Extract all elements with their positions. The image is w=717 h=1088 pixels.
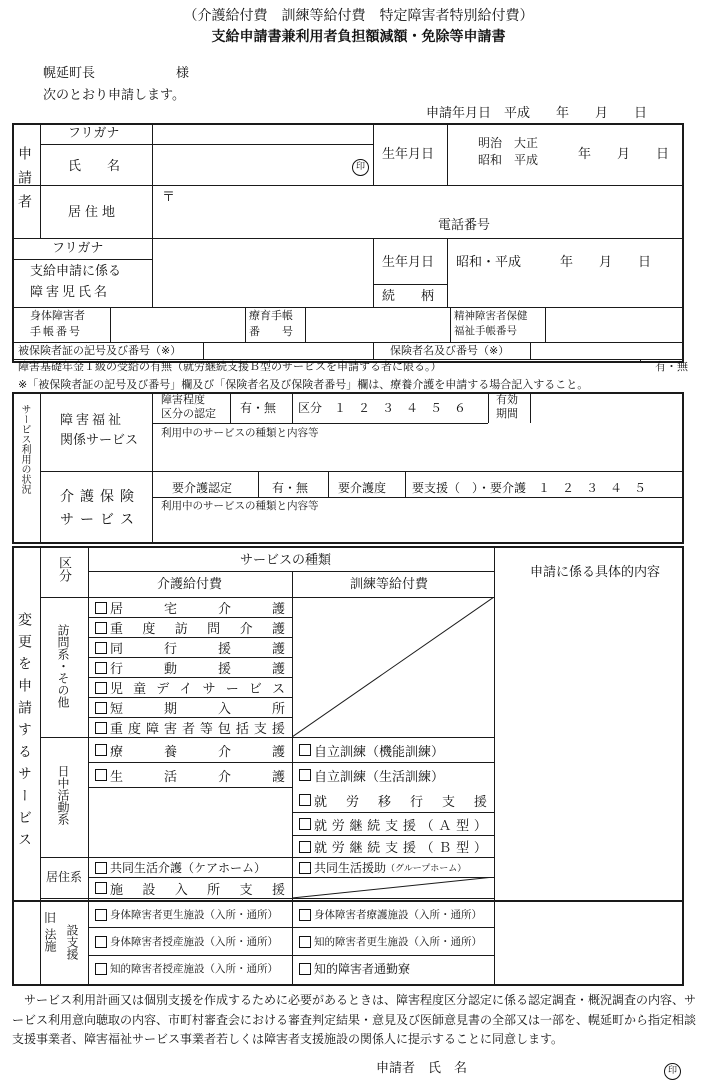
checkbox[interactable] (95, 769, 107, 781)
service-option[interactable] (95, 638, 285, 657)
welfare-usage-note: 利用中のサービスの種類と内容等 (161, 427, 319, 439)
child-furigana-label: フリガナ (52, 241, 104, 256)
mental-handbook-label-1: 精神障害者保健 (454, 310, 528, 322)
kaigo-header: 介護給付費 (157, 577, 223, 592)
phone-label: 電話番号 (438, 218, 491, 233)
valid-period-label-2: 期間 (496, 407, 518, 420)
disability-level-yesno: 有・無 (240, 401, 277, 415)
form-title: 支給申請書兼利用者負担額減額・免除等申請書 (211, 29, 506, 45)
checkbox[interactable] (95, 642, 107, 654)
child-name-label-2: 障害児氏名 (30, 285, 111, 300)
service-option-label: 就 労 継 続 支 援 （ Ｂ 型 ） (314, 841, 487, 856)
service-option-label: 自立訓練（機能訓練） (314, 744, 445, 760)
applicant-furigana-label: フリガナ (68, 126, 120, 141)
category-day: 日中活動系 (56, 765, 70, 825)
checkbox[interactable] (299, 818, 311, 830)
physical-handbook-label-1: 身体障害者 (30, 309, 85, 322)
service-option-label: 施 設 入 所 支 援 (110, 882, 285, 898)
care-level-label: 要介護度 (338, 481, 387, 495)
checkbox[interactable] (95, 963, 107, 975)
change-section-label: 変更を申請するサービス (16, 612, 32, 854)
era-line-2: 昭和 平成 (478, 153, 539, 167)
service-option[interactable] (299, 813, 487, 835)
service-option[interactable] (95, 902, 290, 927)
checkbox[interactable] (299, 744, 311, 756)
signer-label: 申請者 氏 名 (376, 1061, 468, 1076)
service-option[interactable] (299, 788, 487, 812)
blank-cell-diagonal (292, 597, 494, 737)
category-old-1: 旧 (44, 911, 57, 925)
category-visit: 訪問系・その他 (56, 624, 70, 708)
applicant-section-label: 申請者 (16, 146, 32, 218)
kubun-header: 区分 (56, 556, 71, 582)
service-option[interactable] (299, 836, 487, 857)
service-option[interactable] (95, 956, 290, 981)
blank-cell-diagonal-small (292, 877, 494, 898)
application-date: 申請年月日 平成 年 月 日 (426, 106, 648, 121)
service-option-label: 身体障害者授産施設（入所・通所） (110, 936, 278, 948)
service-option-label: 就 労 継 続 支 援 （ Ａ 型 ） (314, 818, 487, 834)
era-line-1: 明治 大正 (478, 136, 539, 150)
service-option[interactable] (95, 598, 285, 617)
addressee: 幌延町長 (43, 66, 96, 81)
checkbox[interactable] (299, 936, 311, 948)
consent-text: サービス利用計画又は個別支援を作成するために必要があるときは、障害程度区分認定に係る認定調査・概況調査の内容、サービス利用意向聴取の内容、市町村審査会における審査判定結果・意見及び医師意見書の全部又は一部を、幌延町から指定相談支援事業者、障害福祉サービス事業者若しくは障害者支援施設の関係人に提示することに同意します。 (12, 993, 697, 1046)
service-option-label: 療 養 介 護 (110, 744, 285, 760)
detail-header: 申請に係る具体的内容 (530, 565, 661, 580)
service-option-sublabel: （グループホーム） (386, 864, 467, 874)
checkbox[interactable] (299, 909, 311, 921)
service-option[interactable] (95, 929, 290, 954)
child-birth-label: 生年月日 (382, 255, 435, 270)
checkbox[interactable] (95, 936, 107, 948)
category-old-2: 設支援 (65, 924, 79, 960)
service-option-label: 知的障害者通勤寮 (314, 962, 411, 976)
service-option-label: 居 宅 介 護 (110, 602, 285, 617)
service-option[interactable] (95, 878, 285, 898)
insurer-label: 保険者名及び番号（※） (390, 344, 510, 357)
service-option[interactable] (95, 738, 285, 762)
service-option-label: 身体障害者療護施設（入所・通所） (314, 909, 482, 921)
care-insurance-label-1: 介護保険 (60, 489, 140, 505)
care-insurance-label-2: サービス (60, 512, 140, 528)
care-cert-yesno: 有・無 (272, 481, 309, 495)
checkbox[interactable] (95, 682, 107, 694)
service-option-label: 重 度 訪 問 介 護 (110, 622, 285, 637)
checkbox[interactable] (95, 909, 107, 921)
service-option-label: 児 童 デ イ サ ー ビ ス (110, 682, 285, 697)
service-option[interactable] (95, 678, 285, 697)
service-option[interactable] (95, 763, 285, 787)
service-option[interactable] (299, 956, 494, 981)
service-option[interactable] (299, 858, 489, 877)
kunren-header: 訓練等給付費 (350, 577, 429, 592)
address-label: 居住地 (68, 205, 120, 220)
checkbox[interactable] (299, 963, 311, 975)
disability-level-label-2: 区分の認定 (161, 407, 216, 420)
valid-period-label-1: 有効 (496, 393, 518, 406)
welfare-service-label-2: 関係サービス (60, 433, 139, 448)
checkbox[interactable] (95, 602, 107, 614)
service-option-label: 同 行 援 護 (110, 642, 285, 657)
service-option-label: 共同生活介護（ケアホーム） (110, 861, 267, 875)
checkbox[interactable] (299, 794, 311, 806)
service-option-label: 行 動 援 護 (110, 662, 285, 677)
service-option[interactable] (95, 698, 285, 717)
service-option[interactable] (95, 618, 285, 637)
child-name-label-1: 支給申請に係る (30, 264, 122, 279)
checkbox[interactable] (95, 702, 107, 714)
applicant-birth-label: 生年月日 (382, 147, 435, 162)
disability-level-label-1: 障害程度 (161, 393, 205, 406)
checkbox[interactable] (95, 722, 107, 734)
postal-mark: 〒 (162, 190, 176, 205)
service-option-label: 知的障害者授産施設（入所・通所） (110, 963, 278, 975)
checkbox[interactable] (299, 841, 311, 853)
service-option[interactable] (299, 763, 487, 787)
service-option-label: 就 労 移 行 支 援 (314, 794, 487, 810)
signer-seal: 印 (664, 1060, 681, 1080)
usage-section-label: サービス利用の状況 (19, 404, 30, 494)
disability-class-options: 区分 １ ２ ３ ４ ５ ６ (298, 401, 467, 415)
insured-card-label: 被保険者証の記号及び番号（※） (18, 344, 182, 357)
service-option-label: 自立訓練（生活訓練） (314, 769, 445, 785)
checkbox[interactable] (299, 862, 311, 874)
form-heading-1: （介護給付費 訓練等給付費 特定障害者特別給付費） (183, 8, 534, 24)
category-old-3: 法施 (43, 928, 57, 952)
applicant-birth-ymd: 年 月 日 (578, 147, 670, 162)
checkbox[interactable] (95, 862, 107, 874)
care-cert-label: 要介護認定 (172, 481, 233, 495)
service-option[interactable] (299, 929, 494, 954)
checkbox[interactable] (95, 662, 107, 674)
service-option[interactable] (95, 658, 285, 677)
pension-value: 有・無 (655, 360, 688, 373)
category-home: 居住系 (46, 870, 83, 884)
service-option[interactable] (299, 902, 494, 927)
service-option-label: 重 度 障 害 者 等 包 括 支 援 (110, 722, 285, 737)
care-usage-note: 利用中のサービスの種類と内容等 (161, 500, 319, 512)
honorific: 様 (176, 66, 190, 81)
physical-handbook-label-2: 手帳番号 (30, 325, 82, 338)
service-option-label: 生 活 介 護 (110, 769, 285, 785)
service-option-label: 身体障害者更生施設（入所・通所） (110, 909, 278, 921)
checkbox[interactable] (95, 744, 107, 756)
mental-handbook-label-2: 福祉手帳番号 (454, 325, 517, 337)
service-option-label: 短 期 入 所 (110, 702, 285, 717)
intro-text: 次のとおり申請します。 (43, 88, 185, 103)
service-option-label: 知的障害者更生施設（入所・通所） (314, 936, 482, 948)
service-option[interactable] (95, 858, 290, 877)
ryoiku-handbook-label-1: 療育手帳 (249, 309, 293, 322)
checkbox[interactable] (95, 622, 107, 634)
ryoiku-handbook-label-2: 番 号 (249, 325, 293, 338)
checkbox[interactable] (95, 882, 107, 894)
service-types-header: サービスの種類 (240, 553, 332, 568)
service-option-label: 共同生活援助 (314, 861, 387, 875)
service-option[interactable] (95, 718, 285, 737)
seal-mark: 印 (352, 156, 369, 176)
pension-label: 障害基礎年金１級の受給の有無（就労継続支援Ｂ型のサービスを申請する者に限る。） (18, 360, 442, 373)
child-birth-value: 昭和・平成 年 月 日 (456, 255, 652, 270)
applicant-name-label: 氏 名 (68, 159, 121, 174)
care-level-options: 要支援（ ）・要介護 １ ２ ３ ４ ５ (412, 481, 647, 495)
relation-label: 続 柄 (382, 289, 435, 304)
welfare-service-label-1: 障害福祉 (60, 413, 125, 428)
insurance-note: ※「被保険者証の記号及び番号」欄及び「保険者名及び保険者番号」欄は、療養介護を申請する場合記入すること。 (18, 378, 589, 391)
checkbox[interactable] (299, 769, 311, 781)
service-option[interactable] (299, 738, 487, 762)
